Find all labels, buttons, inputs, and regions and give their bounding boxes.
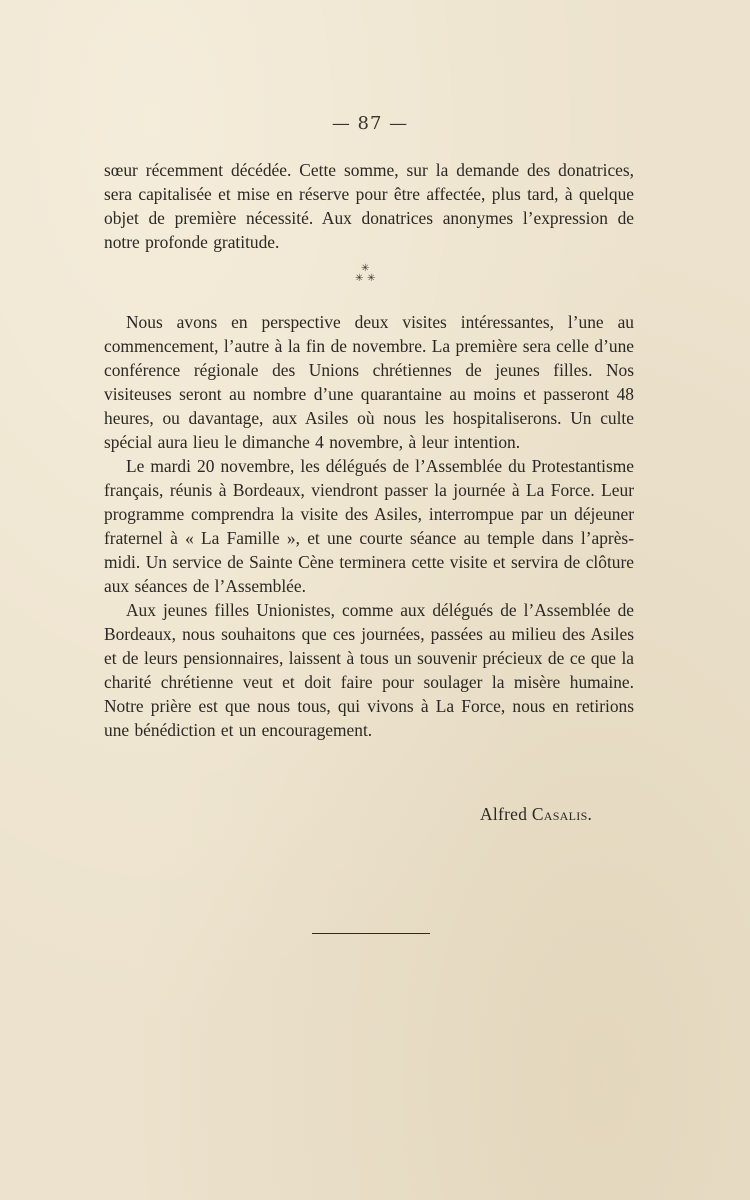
end-rule [312, 933, 430, 934]
paragraph-wishes: Aux jeunes filles Unionistes, comme aux délégués de l’Assemblée de Bordeaux, nous souhaitons que ces journées, passées au milieu des Asiles et de leurs pensionnaires, laissent à tous un souvenir précieux de ce que la charité chrétienne veut et doit faire pour soulager la misère humaine. Notre prière est que nous tous, qui vivons à La Force, nous en retirions une bénédiction et un encouragement. [104, 600, 634, 740]
paragraph-assembly: Le mardi 20 novembre, les délégués de l’Assemblée du Protestantisme français, réunis à Bordeaux, viendront passer la journée à La Force. Leur programme comprendra la visite des Asiles, interrompue par un déjeuner fraternel à « La Famille », et une courte séance au temple dans l’après-midi. Un service de Sainte Cène terminera cette visite et servira de clôture aux séances de l’Assemblée. [104, 456, 634, 596]
signature [480, 802, 592, 826]
continuation-paragraph: sœur récemment décédée. Cette somme, sur la demande des donatrices, sera capitalisée et mise en réserve pour être affectée, plus tard, à quelque objet de première nécessité. Aux donatrices anonymes l’expression de notre profonde gratitude. [104, 160, 634, 252]
paragraph-visits: Nous avons en perspective deux visites intéressantes, l’une au commencement, l’autre à la fin de novembre. La première sera celle d’une conférence régionale des Unions chrétiennes de jeunes filles. Nos visiteuses seront au nombre d’une quarantaine au moins et passeront 48 heures, ou davantage, aux Asiles où nous les hospitaliserons. Un culte spécial aura lieu le dimanche 4 novembre, à leur intention. [104, 312, 634, 452]
continuation-paragraph-block [104, 158, 634, 254]
asterism-ornament: ✳ ✳ ✳ [355, 263, 376, 284]
signature-last-name: Casalis. [531, 804, 593, 824]
main-text-block [104, 310, 634, 742]
page-number: — 87 — [331, 113, 409, 134]
signature-first-name: Alfred [480, 804, 528, 824]
